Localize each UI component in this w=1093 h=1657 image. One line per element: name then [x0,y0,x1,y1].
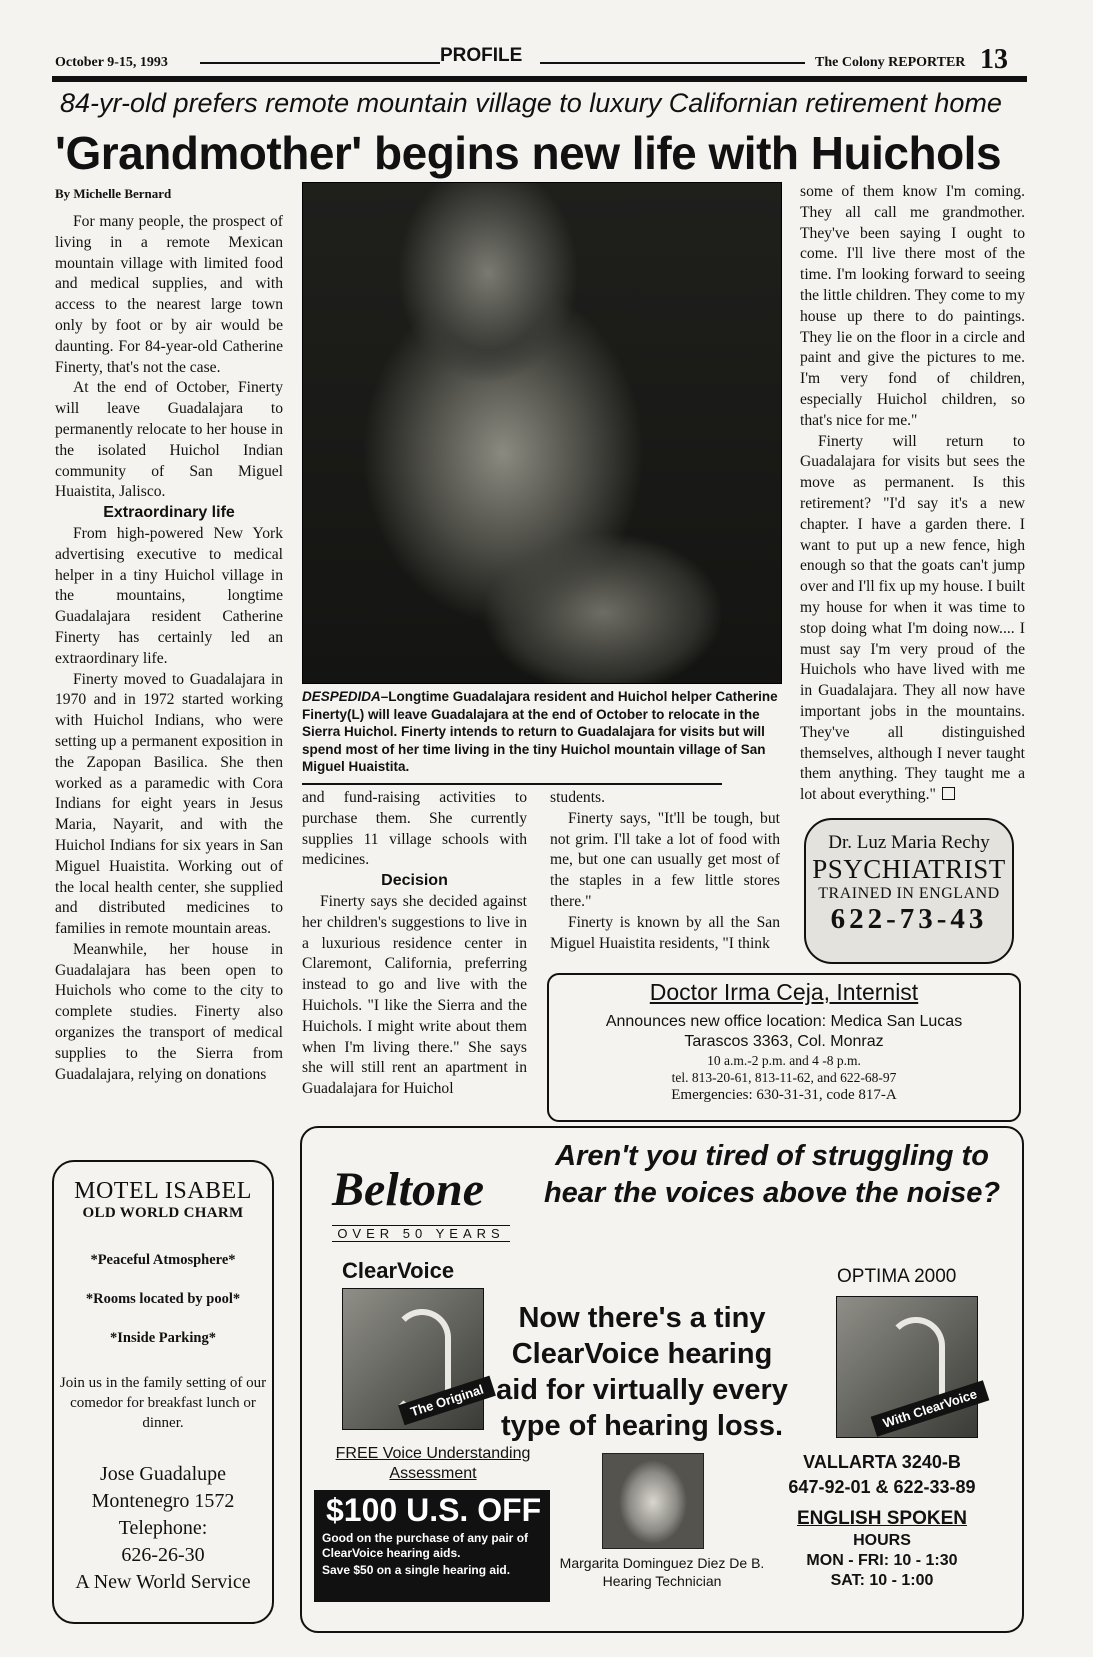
english-spoken: ENGLISH SPOKEN [797,1508,967,1529]
paragraph [800,432,1025,806]
motel-ad [52,1160,274,1624]
discount-amount: $100 U.S. OFF [326,1492,542,1528]
motel-name: MOTEL ISABEL [74,1178,252,1204]
telephone-label: Telephone: [118,1517,208,1539]
paragraph: For many people, the prospect of living in a remote Mexican mountain village with limited food and medical supplies, and with access to the nearest large town only by foot or by air would be daunting. For 84-year-old Catherine Finerty, that's not the case. [55,213,283,376]
caption-text: –Longtime Guadalajara resident and Huichol helper Catherine Finerty(L) will leave Guadalajara at the end of October to relocate in the Sierra Huichol. Finerty intends to return to Guadalajara for visits but will spend most of her time living in the tiny Huichol mountain village of San Miguel Huaistita. [302,689,778,774]
ad-question: Aren't you tired of struggling to hear the voices above the noise? [543,1140,1001,1209]
technician-name: Margarita Dominguez Diez De B. [559,1555,765,1571]
paragraph: Finerty says she decided against her children's suggestions to live in a luxurious residence center in Claremont, California, preferring instead to go and live with the Huichols. "I like the Sierra and the Huichols. I might write about them when I'm living there." She says she will still rent an apartment in Guadalajara for Huichol [302,892,527,1098]
paragraph: At the end of October, Finerty will leave Guadalajara to permanently relocate to her house in the isolated Huichol Indian community of San Miguel Huaistita, Jalisco. [55,379,283,501]
paragraph: Meanwhile, her house in Guadalajara has been open to Huichols who come to the city to complete studies. Finerty also organizes the transport of medical supplies to the Sierra from Guadalajara, relying on donations [55,940,283,1083]
clearvoice-logo: ClearVoice [342,1258,455,1283]
office-hours: 10 a.m.-2 p.m. and 4 -8 p.m. [707,1053,861,1068]
caption-rule [302,783,722,785]
article-photo [302,182,782,684]
photo-caption [302,688,782,776]
dining-text: Join us in the family setting of our comedor for breakfast lunch or dinner. [59,1375,267,1431]
ear-photo-right [836,1296,978,1438]
hours-label: HOURS [853,1532,911,1549]
article-column-2 [302,788,527,1100]
beltone-logo: Beltone [332,1163,484,1216]
address-line: Jose Guadalupe [99,1463,227,1485]
ear-photo-left [342,1288,484,1430]
page-number: 13 [980,44,1008,75]
motel-address [54,1461,272,1596]
caption-lead: DESPEDIDA [302,689,381,704]
discount-coupon [314,1490,550,1602]
article-column-4 [800,182,1025,806]
beltone-contact [752,1450,1012,1591]
technician-photo [602,1453,704,1549]
discount-terms: Save $50 on a single hearing aid. [322,1563,511,1577]
phone: 622-73-43 [830,903,988,935]
feature: *Rooms located by pool* [85,1291,241,1307]
doctor-name: Dr. Luz Maria Rechy [828,832,990,853]
optima-logo: OPTIMA 2000 [837,1266,957,1287]
announcement: Announces new office location: Medica San Lucas [605,1013,963,1030]
article-column-1 [55,212,283,1085]
telephones: tel. 813-20-61, 813-11-62, and 622-68-97 [671,1070,897,1085]
paragraph: From high-powered New York advertising executive to medical helper in a tiny Huichol village in the mountains, longtime Guadalajara resident Catherine Finerty has certainly led an extraordinary life. [55,524,283,667]
end-mark-icon [942,787,955,800]
ad-body: Now there's a tiny ClearVoice hearing aid for virtually every type of hearing loss. [496,1302,788,1442]
phones: 647-92-01 & 622-33-89 [788,1477,976,1497]
address-line: Montenegro 1572 [91,1490,235,1512]
clearvoice-band: With ClearVoice [871,1380,990,1436]
technician [542,1554,782,1590]
article-column-3 [550,788,780,954]
paragraph: Finerty moved to Guadalajara in 1970 and in 1972 started working with Huichol Indians, who were setting up a permanent exposition in the Zapopan Basilica. She then worked as a paramedic with Cora Indians for eight years in Jesus Maria, Nayarit, and with the Huichol Indians for six years in San Miguel Huaistita. Working out of the local health center, she supplied and distributed medicines to families in remote mountain areas. [55,670,283,938]
free-assessment: FREE Voice Understanding Assessment [335,1445,531,1482]
original-band: The Original [398,1376,496,1426]
paper-name: The Colony REPORTER [815,55,966,70]
hours-saturday: SAT: 10 - 1:00 [830,1572,934,1589]
section-title: PROFILE [440,45,523,66]
hours-weekday: MON - FRI: 10 - 1:30 [806,1552,958,1569]
byline: By Michelle Bernard [55,186,172,201]
headline: 'Grandmother' begins new life with Huichols [55,127,1002,179]
paragraph-text: Finerty will return to Guadalajara for visits but sees the move as permanent. Is this retirement? "I'd say it's a new chapter. I have a garden there. I want to put up a new fence, high enough so that the goats can't jump over and I'll fix up my house. I built my house for when it was time to stop doing what I'm doing now.... I must say I'm very proud of the Huichols who have lived with me in Guadalajara. They all now have important jobs in the mountains. They've all distinguished themselves, although I never taught them anything. They taught me a lot about everything." [800,432,1025,804]
paragraph: Finerty says, "It'll be tough, but not grim. I'll take a lot of food with me, but one can usually get most of the staples in a few little stores there." [550,809,780,910]
ad-title: Doctor Irma Ceja, Internist [649,979,919,1005]
subhead: Decision [381,872,448,890]
header-rule-right [540,62,805,64]
subhead: Extraordinary life [103,504,235,522]
telephone: 626-26-30 [121,1544,205,1566]
address: VALLARTA 3240-B [803,1452,961,1472]
training: TRAINED IN ENGLAND [818,885,1000,902]
years-banner: OVER 50 YEARS [332,1225,510,1242]
kicker: 84-yr-old prefers remote mountain village to luxury Californian retirement home [60,88,1002,118]
psychiatrist-ad [804,818,1014,964]
issue-date: October 9-15, 1993 [55,55,168,70]
beltone-ad [300,1126,1024,1633]
service-tagline: A New World Service [75,1571,251,1593]
feature: *Peaceful Atmosphere* [90,1252,236,1268]
paragraph: and fund-raising activities to purchase them. She currently supplies 11 village schools with medicines. [302,789,527,869]
specialty: PSYCHIATRIST [812,854,1006,884]
emergencies: Emergencies: 630-31-31, code 817-A [671,1087,897,1103]
paragraph: some of them know I'm coming. They all call me grandmother. They've been saying I ought to come. I'll live there most of the time. I'm looking forward to seeing the little children. They come to my house up there to do paintings. They lie on the floor in a circle and paint and give the pictures to me. I'm very fond of children, especially Huichol children, so that's nice for me." [800,183,1025,429]
paragraph: Finerty is known by all the San Miguel Huaistita residents, "I think [550,913,780,952]
header-thick-rule [52,76,1027,82]
address: Tarascos 3363, Col. Monraz [684,1033,884,1050]
discount-terms: Good on the purchase of any pair of ClearVoice hearing aids. [322,1531,529,1560]
header-rule-left [200,62,440,64]
feature: *Inside Parking* [110,1330,216,1346]
motel-tagline: OLD WORLD CHARM [82,1205,244,1221]
paragraph: students. [550,789,606,806]
technician-title: Hearing Technician [602,1573,722,1589]
internist-ad [547,973,1021,1122]
